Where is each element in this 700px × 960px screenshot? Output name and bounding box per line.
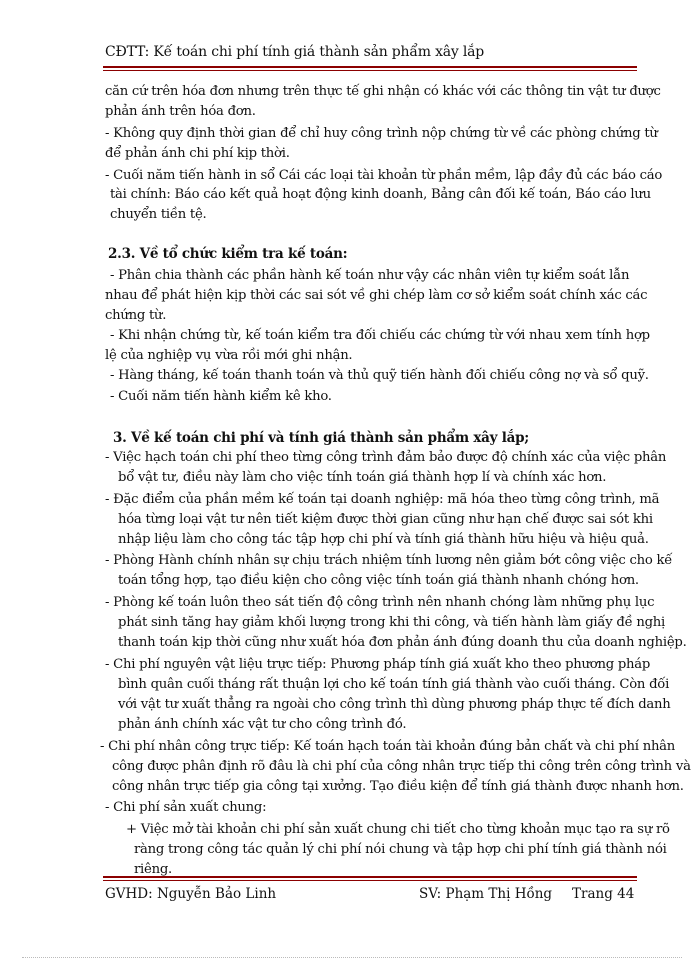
body-line: công được phân định rõ đâu là chi phí của công nhân trực tiếp thi công trên công trình và <box>112 759 691 774</box>
body-line: - Chi phí nguyên vật liệu trực tiếp: Phương pháp tính giá xuất kho theo phương pháp <box>105 657 651 672</box>
body-line: phản ánh chính xác vật tư cho công trình đó. <box>118 717 407 732</box>
footer-rule <box>103 876 637 878</box>
footer-advisor: GVHD: Nguyễn Bảo Linh <box>105 886 277 902</box>
running-header: CĐTT: Kế toán chi phí tính giá thành sản phẩm xây lắp <box>105 44 485 60</box>
body-line: - Hàng tháng, kế toán thanh toán và thủ quỹ tiến hành đối chiếu công nợ và sổ quỹ. <box>110 368 649 383</box>
body-line: - Cuối năm tiến hành in sổ Cái các loại tài khoản từ phần mềm, lập đầy đủ các báo cáo <box>105 168 663 183</box>
body-line: - Việc hạch toán chi phí theo từng công trình đảm bảo được độ chính xác của việc phân <box>105 450 667 465</box>
body-line: hóa từng loại vật tư nên tiết kiệm được thời gian cũng như hạn chế được sai sót khi <box>118 512 653 527</box>
page-bottom-divider <box>22 957 682 958</box>
body-line: - Phòng kế toán luôn theo sát tiến độ công trình nên nhanh chóng làm những phụ lục <box>105 595 655 610</box>
body-line: - Đặc điểm của phần mềm kế toán tại doanh nghiệp: mã hóa theo từng công trình, mã <box>105 492 660 507</box>
body-line: - Chi phí sản xuất chung: <box>105 800 267 815</box>
body-line: bổ vật tư, điều này làm cho việc tính toán giá thành hợp lí và chính xác hơn. <box>118 470 607 485</box>
body-line: riêng. <box>134 862 172 877</box>
header-rule <box>103 66 637 68</box>
body-line: + Việc mở tài khoản chi phí sản xuất chung chi tiết cho từng khoản mục tạo ra sự rõ <box>126 822 670 837</box>
body-line: bình quân cuối tháng rất thuận lợi cho kế toán tính giá thành vào cuối tháng. Còn đối <box>118 677 670 692</box>
body-line: - Không quy định thời gian để chỉ huy công trình nộp chứng từ về các phòng chứng từ <box>105 126 658 141</box>
section-heading: 2.3. Về tổ chức kiểm tra kế toán: <box>108 246 348 262</box>
section-heading: 3. Về kế toán chi phí và tính giá thành sản phẩm xây lắp; <box>113 430 530 446</box>
body-line: ràng trong công tác quản lý chi phí nói chung và tập hợp chi phí tính giá thành nói <box>134 842 667 857</box>
page-number: Trang 44 <box>572 886 635 902</box>
body-line: với vật tư xuất thẳng ra ngoài cho công trình thì dùng phương pháp thực tế đích danh <box>118 697 671 712</box>
header-rule-thin <box>103 70 637 71</box>
body-line: nhập liệu làm cho công tác tập hợp chi phí và tính giá thành hữu hiệu và hiệu quả. <box>118 532 649 547</box>
body-line: tài chính: Báo cáo kết quả hoạt động kinh doanh, Bảng cân đối kế toán, Báo cáo lưu <box>110 187 651 202</box>
body-line: - Khi nhận chứng từ, kế toán kiểm tra đối chiếu các chứng từ với nhau xem tính hợp <box>110 328 650 343</box>
body-line: chuyển tiền tệ. <box>110 207 207 222</box>
body-line: căn cứ trên hóa đơn nhưng trên thực tế ghi nhận có khác với các thông tin vật tư được <box>105 84 661 99</box>
footer-student: SV: Phạm Thị Hồng <box>419 886 553 902</box>
body-line: - Chi phí nhân công trực tiếp: Kế toán hạch toán tài khoản đúng bản chất và chi phí nhân <box>100 739 676 754</box>
body-line: - Phòng Hành chính nhân sự chịu trách nhiệm tính lương nên giảm bớt công việc cho kế <box>105 553 673 568</box>
body-line: phản ánh trên hóa đơn. <box>105 104 256 119</box>
footer-rule-thin <box>103 880 637 881</box>
body-line: - Phân chia thành các phần hành kế toán như vậy các nhân viên tự kiểm soát lẫn <box>110 268 630 283</box>
body-line: - Cuối năm tiến hành kiểm kê kho. <box>110 389 332 404</box>
body-line: để phản ánh chi phí kịp thời. <box>105 146 290 161</box>
body-line: nhau để phát hiện kịp thời các sai sót về ghi chép làm cơ sở kiểm soát chính xác các <box>105 288 648 303</box>
body-line: thanh toán kịp thời cũng như xuất hóa đơn phản ánh đúng doanh thu của doanh nghiệp. <box>118 635 687 650</box>
body-line: toán tổng hợp, tạo điều kiện cho công việc tính toán giá thành nhanh chóng hơn. <box>118 573 639 588</box>
body-line: chứng từ. <box>105 308 167 323</box>
body-line: công nhân trực tiếp gia công tại xưởng. Tạo điều kiện để tính giá thành được nhanh hơn. <box>112 779 684 794</box>
body-line: phát sinh tăng hay giảm khối lượng trong khi thi công, và tiến hành làm giấy đề nghị <box>118 615 666 630</box>
body-line: lệ của nghiệp vụ vừa rồi mới ghi nhận. <box>105 348 353 363</box>
